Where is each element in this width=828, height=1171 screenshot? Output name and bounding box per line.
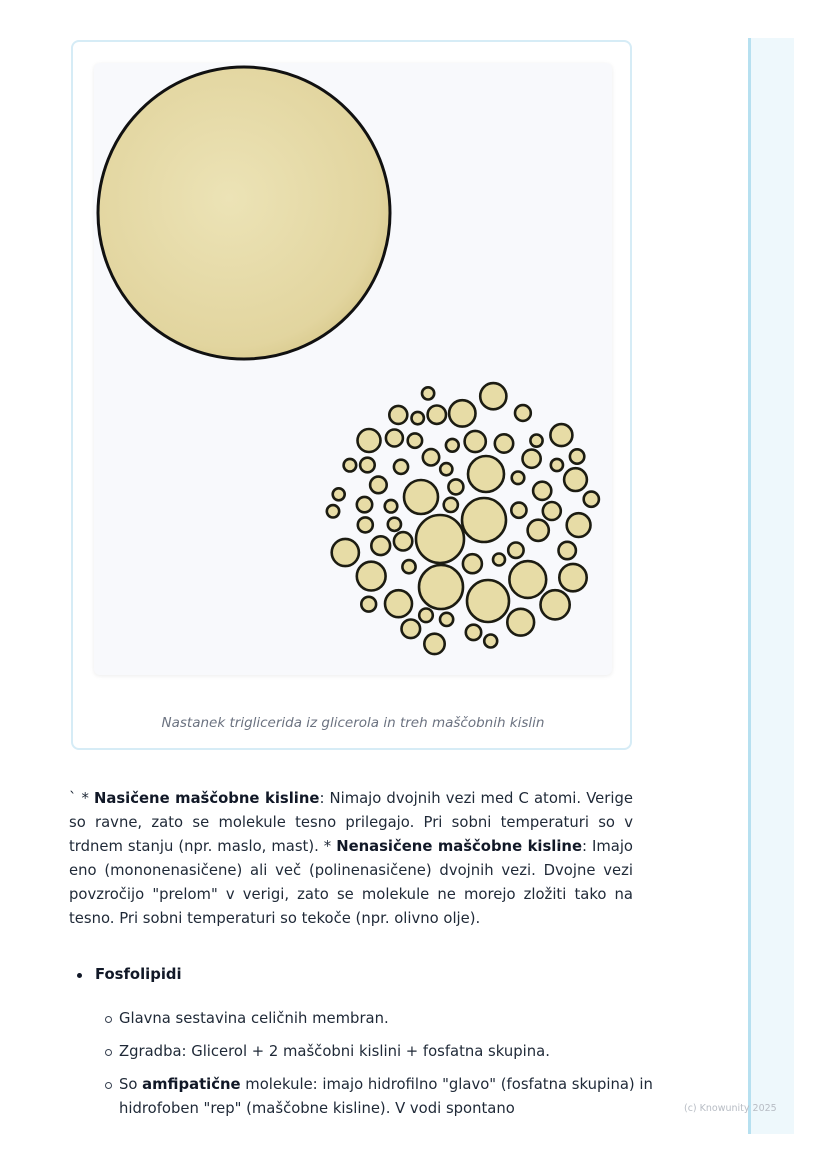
- small-fat-droplet: [559, 564, 586, 591]
- small-fat-droplet: [449, 400, 475, 426]
- small-fat-droplet: [422, 387, 434, 399]
- small-fat-droplet: [463, 554, 482, 573]
- small-fat-droplet: [440, 463, 452, 475]
- small-fat-droplet: [370, 477, 387, 494]
- small-fat-droplet: [530, 435, 542, 447]
- small-fat-droplet: [402, 620, 421, 639]
- small-fat-droplet: [394, 532, 412, 550]
- small-fat-droplet: [416, 515, 464, 563]
- small-fat-droplet: [332, 539, 359, 566]
- small-fat-droplet: [550, 424, 572, 446]
- small-fat-droplet: [523, 450, 541, 468]
- phospholipids-list: [69, 963, 669, 1117]
- small-fat-droplet: [423, 449, 439, 465]
- small-fat-droplet: [394, 460, 408, 474]
- small-fat-droplet: [402, 560, 415, 573]
- small-fat-droplet: [567, 513, 591, 537]
- small-fat-droplet: [528, 520, 549, 541]
- small-fat-droplet: [385, 590, 412, 617]
- small-fat-droplet: [541, 590, 570, 619]
- small-fat-droplet: [440, 613, 453, 626]
- saturated-term: Nasičene maščobne kisline: [93, 790, 320, 807]
- small-fat-droplet: [428, 406, 446, 424]
- small-fat-droplet: [424, 634, 444, 654]
- droplets-illustration: [94, 63, 612, 675]
- watermark: (c) Knowunity 2025: [684, 1103, 777, 1114]
- small-fat-droplet: [357, 562, 386, 591]
- side-panel: [748, 38, 794, 1134]
- small-fat-droplet: [559, 542, 576, 559]
- small-fat-droplet: [358, 429, 381, 452]
- small-fat-droplet: [512, 472, 525, 485]
- small-fat-droplet: [465, 431, 486, 452]
- small-fat-droplet: [448, 479, 463, 494]
- large-fat-droplet: [98, 67, 390, 359]
- small-fat-droplet: [480, 383, 506, 409]
- small-fat-droplet: [419, 609, 433, 623]
- small-fat-droplet: [357, 497, 372, 512]
- small-fat-droplet: [467, 580, 509, 622]
- small-fat-droplet: [360, 458, 375, 473]
- small-fat-droplet: [509, 561, 546, 598]
- figure-image: [94, 63, 612, 731]
- amphipathic-term: amfipatične: [142, 1076, 241, 1093]
- small-fat-droplet: [468, 456, 504, 492]
- unsaturated-text: : Imajo eno (mononenasičene) ali več (polinenasičene) dvojnih vezi. Dvojne vezi povzročijo "prelom" v verigi, zato se molekule ne morejo zložiti tako na tesno. Pri sobni temperaturi so tekoče (npr. olivno olje).: [69, 838, 633, 927]
- small-fat-droplet: [462, 498, 506, 542]
- fatty-acids-paragraph: [69, 787, 633, 931]
- small-fat-droplet: [511, 503, 526, 518]
- small-fat-droplet: [386, 430, 403, 447]
- small-fat-droplet: [444, 498, 458, 512]
- phospholipids-sublist: [119, 1007, 659, 1121]
- small-fat-droplet: [389, 406, 407, 424]
- small-fat-droplet: [533, 482, 551, 500]
- small-fat-droplet: [388, 518, 401, 531]
- small-fat-droplet: [385, 500, 398, 513]
- small-fat-droplet: [344, 459, 357, 472]
- unsaturated-term: Nenasičene maščobne kisline: [336, 838, 582, 855]
- list-item: [119, 1073, 659, 1121]
- small-fat-droplet: [408, 433, 422, 447]
- small-fat-droplet: [543, 502, 561, 520]
- saturated-text: : Nimajo dvojnih vezi med C atomi. Verige so ravne, zato se molekule tesno prilegajo. Pri sobni temperaturi so v trdnem stanju (npr. maslo, mast). *: [69, 790, 633, 855]
- small-fat-droplet: [333, 488, 345, 500]
- small-fat-droplet: [570, 449, 584, 463]
- small-fat-droplet: [493, 554, 505, 566]
- small-fat-droplet: [371, 536, 390, 555]
- list-heading: Fosfolipidi: [69, 963, 669, 987]
- small-fat-droplet: [495, 434, 513, 452]
- small-fat-droplet: [327, 505, 339, 517]
- list-item: Zgradba: Glicerol + 2 maščobni kislini + fosfatna skupina.: [119, 1040, 659, 1064]
- small-fat-droplet: [361, 597, 376, 612]
- small-fat-droplet: [419, 565, 463, 609]
- small-fat-droplet: [404, 480, 438, 514]
- small-fat-droplet: [584, 492, 599, 507]
- item-prefix: So: [119, 1076, 143, 1093]
- figure-caption: Nastanek triglicerida iz glicerola in treh maščobnih kislin: [161, 715, 545, 731]
- small-fat-droplet: [507, 609, 534, 636]
- figure-card: [71, 40, 632, 750]
- small-fat-droplet: [508, 543, 523, 558]
- list-item: Glavna sestavina celičnih membran.: [119, 1007, 659, 1031]
- small-fat-droplet: [412, 412, 424, 424]
- small-fat-droplet: [358, 517, 373, 532]
- small-fat-droplet: [446, 439, 459, 452]
- small-fat-droplet: [466, 625, 481, 640]
- small-fat-droplet: [484, 635, 497, 648]
- small-fat-droplet: [564, 468, 587, 491]
- small-fat-droplet: [551, 459, 563, 471]
- paragraph-lead: ` *: [69, 790, 94, 807]
- item-text: molekule: imajo hidrofilno "glavo" (fosfatna skupina) in hidrofoben "rep" (maščobne kisline). V vodi spontano: [119, 1076, 653, 1117]
- small-fat-droplet: [515, 405, 531, 421]
